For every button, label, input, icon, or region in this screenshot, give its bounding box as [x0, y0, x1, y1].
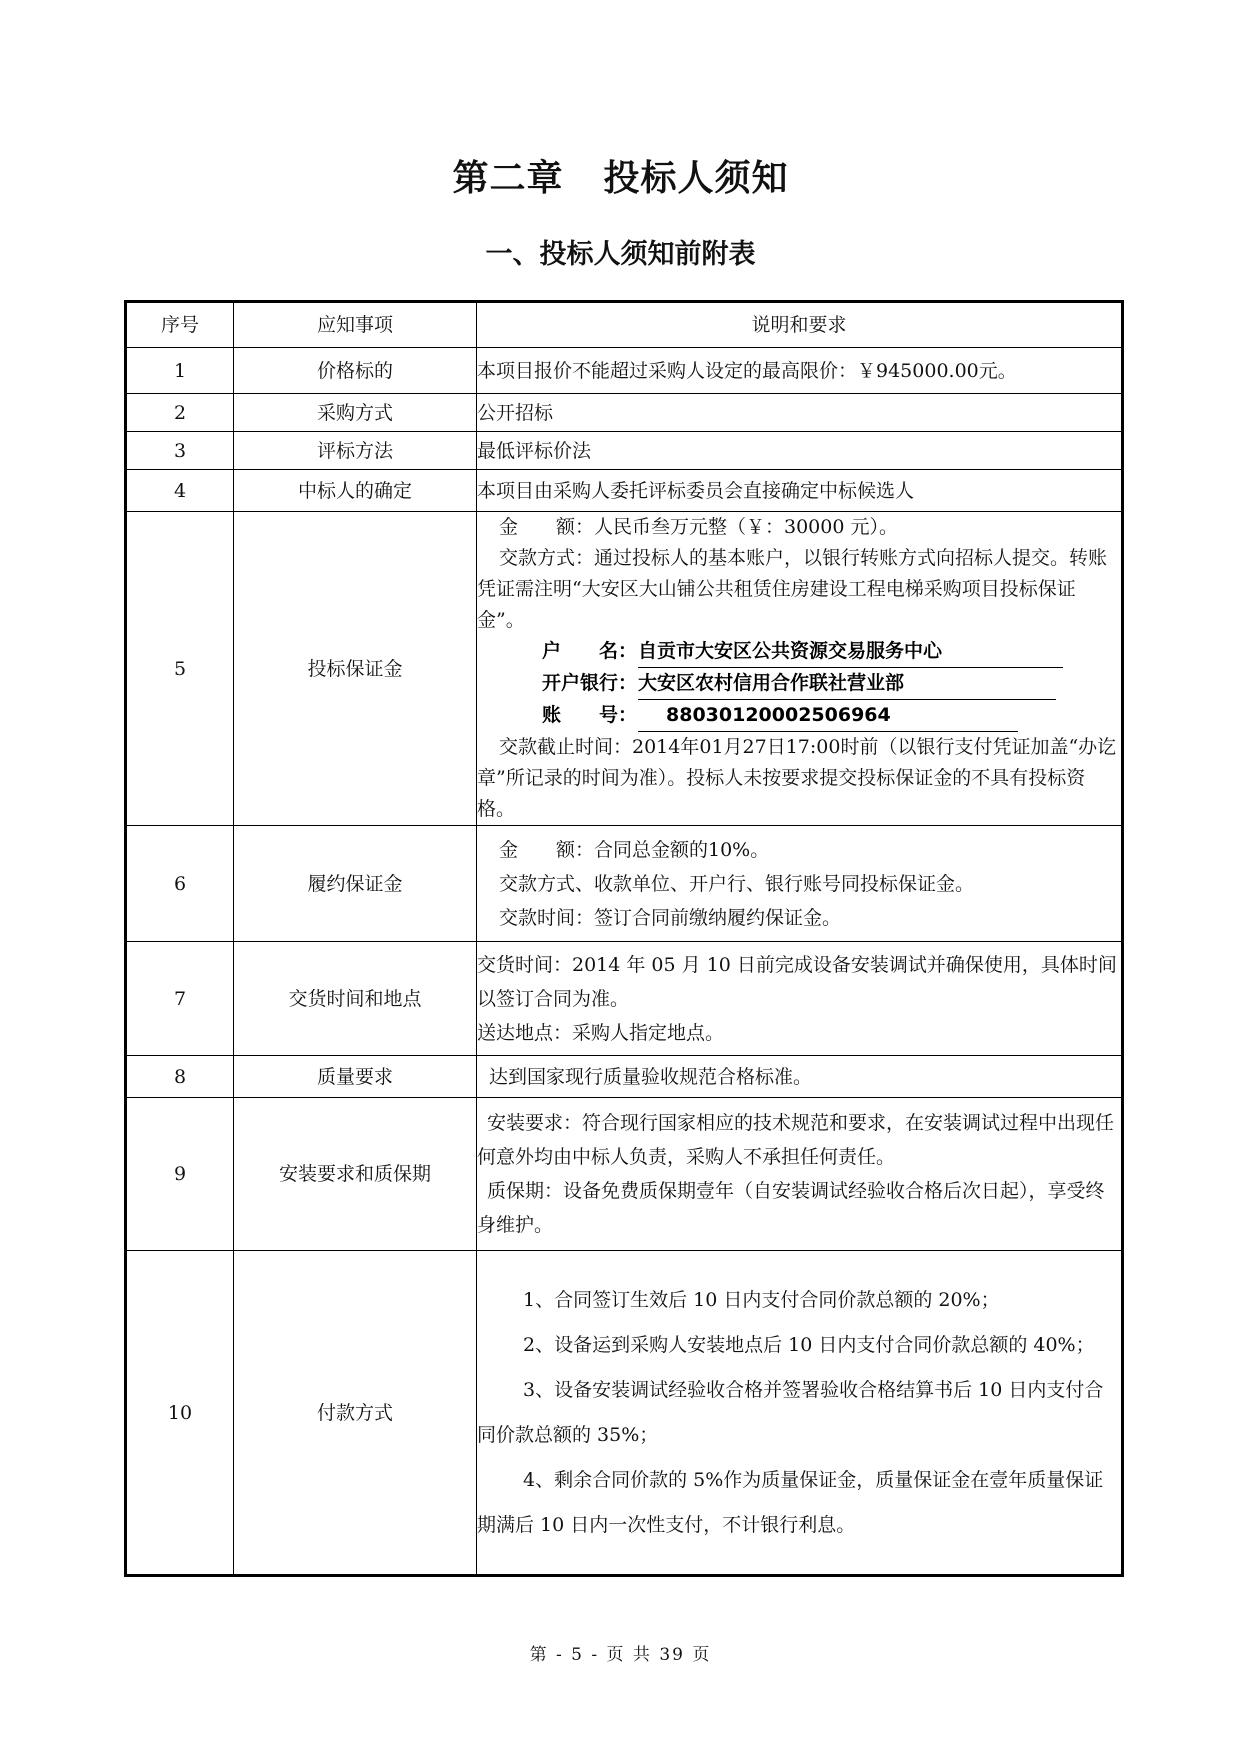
header-no: 序号 — [126, 302, 234, 348]
bank-line — [477, 668, 1121, 700]
bid-bond-method: 交款方式：通过投标人的基本账户，以银行转账方式向招标人提交。转账凭证需注明“大安区大山铺公共租赁住房建设工程电梯采购项目投标保证金”。 — [477, 547, 1108, 631]
bank-value: 大安区农村信用合作联社营业部 — [638, 668, 1056, 700]
row-item: 履约保证金 — [234, 826, 477, 942]
chapter-title — [0, 150, 1241, 201]
table-row — [126, 1098, 1123, 1251]
row-item: 安装要求和质保期 — [234, 1098, 477, 1251]
account-name-value: 自贡市大安区公共资源交易服务中心 — [638, 636, 1063, 668]
delivery-time: 交货时间：2014 年 05 月 10 日前完成设备安装调试并确保使用，具体时间以签订合同为准。 — [477, 953, 1117, 1010]
section-title: 一、投标人须知前附表 — [485, 239, 756, 270]
row-item: 采购方式 — [234, 394, 477, 432]
performance-bond-amount: 金 额：合同总金额的10%。 — [499, 838, 770, 861]
performance-bond-method: 交款方式、收款单位、开户行、银行账号同投标保证金。 — [499, 872, 975, 895]
payment-term-2: 2、设备运到采购人安装地点后 10 日内支付合同价款总额的 40%； — [523, 1333, 1095, 1356]
performance-bond-time: 交款时间：签订合同前缴纳履约保证金。 — [499, 906, 842, 929]
row-item: 价格标的 — [234, 348, 477, 394]
row-no: 8 — [126, 1056, 234, 1098]
delivery-details — [477, 942, 1123, 1056]
row-no: 7 — [126, 942, 234, 1056]
row-item: 投标保证金 — [234, 512, 477, 826]
payment-term-1: 1、合同签订生效后 10 日内支付合同价款总额的 20%； — [523, 1288, 1000, 1311]
row-item: 付款方式 — [234, 1251, 477, 1576]
payment-term-3: 3、设备安装调试经验收合格并签署验收合格结算书后 10 日内支付合同价款总额的 35%； — [477, 1378, 1104, 1446]
bank-label: 开户银行： — [542, 672, 638, 694]
account-no-label: 账 号： — [542, 704, 638, 726]
account-name-line — [477, 636, 1121, 668]
header-desc: 说明和要求 — [477, 302, 1123, 348]
table-row — [126, 470, 1123, 512]
row-no: 4 — [126, 470, 234, 512]
account-no-value: 88030120002506964 — [638, 700, 1018, 732]
table-header-row — [126, 302, 1123, 348]
row-no: 5 — [126, 512, 234, 826]
row-desc: 本项目由采购人委托评标委员会直接确定中标候选人 — [477, 470, 1123, 512]
page-footer: 第 - 5 - 页 共 39 页 — [529, 1645, 712, 1665]
row-no: 2 — [126, 394, 234, 432]
bid-bond-amount: 金 额：人民币叁万元整（￥：30000 元）。 — [499, 516, 898, 538]
row-item: 中标人的确定 — [234, 470, 477, 512]
table-row — [126, 432, 1123, 470]
account-name-label: 户 名： — [542, 640, 638, 662]
row-no: 10 — [126, 1251, 234, 1576]
row-item: 交货时间和地点 — [234, 942, 477, 1056]
row-desc: 本项目报价不能超过采购人设定的最高限价：￥945000.00元。 — [477, 348, 1123, 394]
row-desc: 公开招标 — [477, 394, 1123, 432]
warranty-period: 质保期：设备免费质保期壹年（自安装调试经验收合格后次日起），享受终身维护。 — [477, 1180, 1105, 1236]
table-row — [126, 942, 1123, 1056]
row-desc: 最低评标价法 — [477, 432, 1123, 470]
table-row — [126, 826, 1123, 942]
bidder-instructions-table — [124, 300, 1124, 1577]
row-no: 1 — [126, 348, 234, 394]
header-item: 应知事项 — [234, 302, 477, 348]
performance-bond-details — [477, 826, 1123, 942]
payment-details — [477, 1251, 1123, 1576]
chapter-number: 第二章 — [452, 158, 564, 199]
bid-bond-details — [477, 512, 1123, 826]
bid-bond-deadline: 交款截止时间：2014年01月27日17:00时前（以银行支付凭证加盖“办讫章”所记录的时间为准）。投标人未按要求提交投标保证金的不具有投标资格。 — [477, 736, 1117, 820]
row-no: 3 — [126, 432, 234, 470]
payment-term-4: 4、剩余合同价款的 5%作为质量保证金，质量保证金在壹年质量保证期满后 10 日内一次性支付，不计银行利息。 — [477, 1468, 1104, 1536]
row-no: 6 — [126, 826, 234, 942]
delivery-place: 送达地点：采购人指定地点。 — [477, 1021, 725, 1044]
row-item: 质量要求 — [234, 1056, 477, 1098]
table-row — [126, 512, 1123, 826]
table-row — [126, 394, 1123, 432]
chapter-name: 投标人须知 — [603, 158, 789, 199]
table-row — [126, 1251, 1123, 1576]
row-no: 9 — [126, 1098, 234, 1251]
table-row — [126, 1056, 1123, 1098]
row-desc: 达到国家现行质量验收规范合格标准。 — [477, 1056, 1123, 1098]
row-item: 评标方法 — [234, 432, 477, 470]
account-no-line — [477, 700, 1121, 732]
table-row — [126, 348, 1123, 394]
installation-requirement: 安装要求：符合现行国家相应的技术规范和要求，在安装调试过程中出现任何意外均由中标人负责，采购人不承担任何责任。 — [477, 1112, 1115, 1168]
installation-details — [477, 1098, 1123, 1251]
